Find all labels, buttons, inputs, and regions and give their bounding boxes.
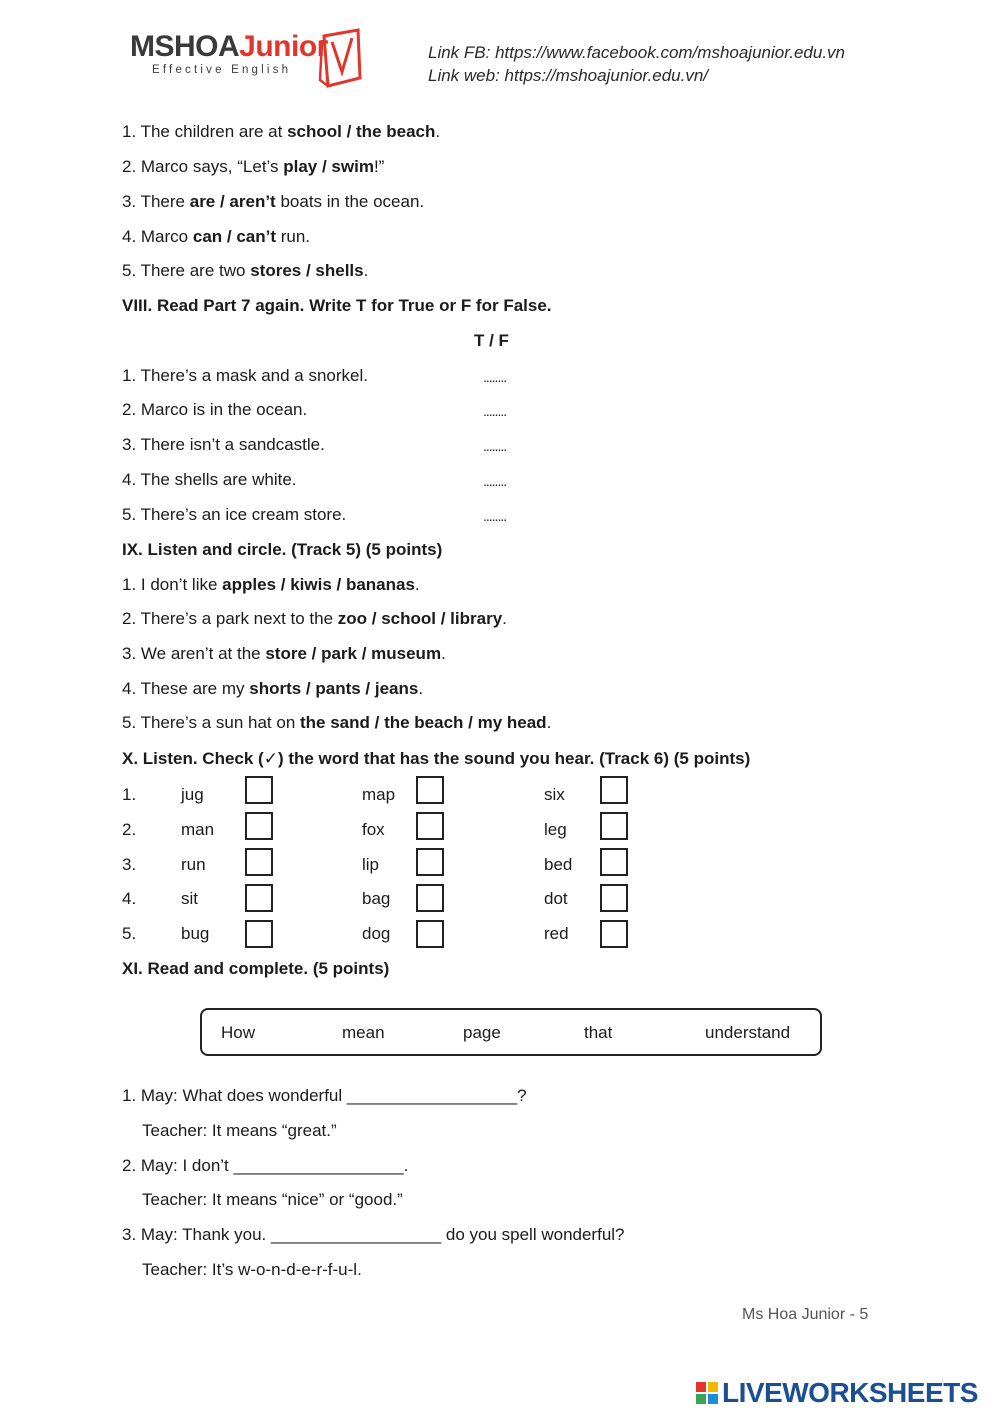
- sound-word: sit: [181, 889, 198, 908]
- sound-word: bug: [181, 924, 210, 943]
- choice-options[interactable]: play / swim: [283, 157, 374, 176]
- part9-item: 3. We aren’t at the store / park / museum.: [122, 644, 446, 663]
- checkbox[interactable]: [245, 848, 273, 876]
- sound-word: man: [181, 820, 215, 839]
- checkbox[interactable]: [416, 776, 444, 804]
- liveworksheets-brand: [696, 1377, 978, 1409]
- logo: [130, 30, 328, 76]
- tf-statement: 5. There’s an ice cream store.: [122, 505, 347, 524]
- sound-word: jug: [181, 785, 204, 804]
- dialogue-line-teacher: Teacher: It means “great.”: [142, 1121, 337, 1140]
- sound-word: six: [544, 785, 565, 804]
- dialogue-line-teacher: Teacher: It’s w-o-n-d-e-r-f-u-l.: [142, 1260, 362, 1279]
- checkbox[interactable]: [600, 848, 628, 876]
- choice-options[interactable]: are / aren’t: [189, 192, 276, 211]
- dialogue-line-may[interactable]: 3. May: Thank you. __________________ do you spell wonderful?: [122, 1225, 625, 1244]
- page-footer-label: Ms Hoa Junior - 5: [742, 1306, 869, 1322]
- part9-item: 2. There’s a park next to the zoo / school / library.: [122, 609, 507, 628]
- choice-options[interactable]: the sand / the beach / my head: [300, 713, 547, 732]
- part9-item: 5. There’s a sun hat on the sand / the beach / my head.: [122, 713, 552, 732]
- choice-options[interactable]: shorts / pants / jeans: [249, 679, 419, 698]
- sound-word: red: [544, 924, 569, 943]
- section-heading-viii: VIII. Read Part 7 again. Write T for True or F for False.: [122, 296, 552, 315]
- tf-answer-blank[interactable]: ........: [483, 438, 507, 454]
- part7-item: 5. There are two stores / shells.: [122, 261, 369, 280]
- section-heading-ix: IX. Listen and circle. (Track 5) (5 points): [122, 540, 443, 559]
- dialogue-line-teacher: Teacher: It means “nice” or “good.”: [142, 1190, 403, 1209]
- tf-statement: 1. There’s a mask and a snorkel.: [122, 366, 369, 385]
- sound-word: lip: [362, 855, 380, 874]
- tf-statement: 3. There isn’t a sandcastle.: [122, 435, 325, 454]
- logo-junior: Junior: [239, 30, 328, 63]
- word-bank-item[interactable]: understand: [705, 1023, 791, 1042]
- tf-answer-blank[interactable]: ........: [483, 369, 507, 385]
- word-bank-item[interactable]: How: [221, 1023, 256, 1042]
- row-number: 1.: [122, 785, 137, 804]
- dialogue-line-may[interactable]: 2. May: I don’t __________________.: [122, 1156, 409, 1175]
- liveworksheets-icon: [696, 1382, 718, 1404]
- sound-word: dot: [544, 889, 568, 908]
- part9-item: 1. I don’t like apples / kiwis / bananas.: [122, 575, 420, 594]
- row-number: 2.: [122, 820, 137, 839]
- book-logo-icon: [318, 28, 366, 90]
- tf-column-header: T / F: [474, 331, 509, 350]
- tf-answer-blank[interactable]: ........: [483, 508, 507, 524]
- sound-word: fox: [362, 820, 385, 839]
- dialogue-line-may[interactable]: 1. May: What does wonderful __________________?: [122, 1086, 527, 1105]
- sound-word: map: [362, 785, 396, 804]
- part7-item: 1. The children are at school / the beach.: [122, 122, 441, 141]
- checkbox[interactable]: [600, 776, 628, 804]
- tf-answer-blank[interactable]: ........: [483, 473, 507, 489]
- word-bank-item[interactable]: that: [584, 1023, 613, 1042]
- checkbox[interactable]: [600, 812, 628, 840]
- row-number: 3.: [122, 855, 137, 874]
- choice-options[interactable]: stores / shells: [250, 261, 364, 280]
- tf-statement: 4. The shells are white.: [122, 470, 297, 489]
- tf-answer-blank[interactable]: ........: [483, 403, 507, 419]
- checkbox[interactable]: [245, 920, 273, 948]
- checkbox[interactable]: [600, 884, 628, 912]
- tf-statement: 2. Marco is in the ocean.: [122, 400, 308, 419]
- checkbox[interactable]: [416, 812, 444, 840]
- row-number: 5.: [122, 924, 137, 943]
- section-heading-xi: XI. Read and complete. (5 points): [122, 959, 390, 978]
- choice-options[interactable]: store / park / museum: [265, 644, 442, 663]
- part7-item: 4. Marco can / can’t run.: [122, 227, 311, 246]
- sound-word: leg: [544, 820, 567, 839]
- logo-text: [130, 30, 328, 64]
- part7-item: 3. There are / aren’t boats in the ocean.: [122, 192, 425, 211]
- checkbox[interactable]: [600, 920, 628, 948]
- word-bank-item[interactable]: mean: [342, 1023, 385, 1042]
- word-bank-item[interactable]: page: [463, 1023, 501, 1042]
- link-website[interactable]: Link web: https://mshoajunior.edu.vn/: [428, 66, 709, 85]
- sound-word: bed: [544, 855, 573, 874]
- part7-item: 2. Marco says, “Let’s play / swim!”: [122, 157, 385, 176]
- sound-word: bag: [362, 889, 391, 908]
- part9-item: 4. These are my shorts / pants / jeans.: [122, 679, 424, 698]
- sound-word: dog: [362, 924, 391, 943]
- checkbox[interactable]: [245, 812, 273, 840]
- choice-options[interactable]: can / can’t: [192, 227, 276, 246]
- choice-options[interactable]: apples / kiwis / bananas: [222, 575, 415, 594]
- checkbox[interactable]: [245, 884, 273, 912]
- logo-tagline: Effective English: [152, 64, 292, 76]
- checkbox[interactable]: [416, 920, 444, 948]
- header-links: [428, 41, 845, 87]
- checkbox[interactable]: [416, 884, 444, 912]
- link-facebook[interactable]: Link FB: https://www.facebook.com/mshoajunior.edu.vn: [428, 43, 846, 62]
- section-heading-x: X. Listen. Check (✓) the word that has the sound you hear. (Track 6) (5 points): [122, 749, 751, 768]
- row-number: 4.: [122, 889, 137, 908]
- liveworksheets-text: LIVEWORKSHEETS: [722, 1377, 978, 1408]
- checkbox[interactable]: [416, 848, 444, 876]
- choice-options[interactable]: zoo / school / library: [337, 609, 503, 628]
- logo-mshoa: MSHOA: [130, 30, 240, 63]
- choice-options[interactable]: school / the beach: [287, 122, 436, 141]
- sound-word: run: [181, 855, 206, 874]
- checkbox[interactable]: [245, 776, 273, 804]
